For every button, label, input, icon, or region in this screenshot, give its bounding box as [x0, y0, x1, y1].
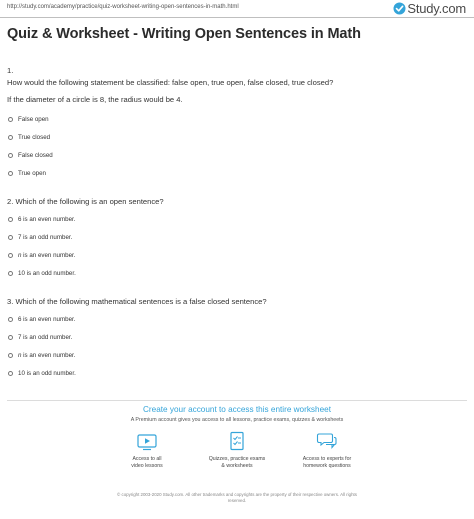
option-label: n is an even number.	[18, 351, 76, 359]
radio-button[interactable]	[8, 271, 13, 276]
header-bar	[0, 0, 474, 18]
q1-option-1[interactable]	[8, 115, 49, 123]
feature-experts	[272, 430, 382, 469]
video-lesson-icon	[136, 430, 158, 452]
q3-option-1[interactable]	[8, 315, 75, 323]
feature-text: Access to all video lessons	[131, 456, 163, 469]
option-label: 6 is an even number.	[18, 315, 76, 323]
logo-text: Study.com	[407, 0, 466, 16]
option-label: 10 is an odd number.	[18, 269, 76, 277]
q2-option-2[interactable]	[8, 233, 72, 241]
q3-option-2[interactable]	[8, 333, 72, 341]
q2-option-1[interactable]	[8, 215, 75, 223]
page-title: Quiz & Worksheet - Writing Open Sentences in Math	[7, 26, 361, 42]
q3-option-4[interactable]	[8, 369, 76, 377]
option-label: False open	[18, 115, 49, 123]
q1-option-3[interactable]	[8, 151, 53, 159]
radio-button[interactable]	[8, 235, 13, 240]
question-1-text: How would the following statement be classified: false open, true open, false closed, true closed?	[7, 78, 334, 87]
radio-button[interactable]	[8, 117, 13, 122]
question-2-text: 2. Which of the following is an open sentence?	[7, 197, 164, 206]
option-label: False closed	[18, 151, 53, 159]
feature-text: Access to experts for homework questions	[302, 456, 352, 469]
q2-option-3[interactable]	[8, 251, 75, 259]
option-label: n is an even number.	[18, 251, 76, 259]
study-logo[interactable]	[393, 1, 466, 15]
option-label: 7 is an odd number.	[18, 233, 73, 241]
page-url[interactable]: http://study.com/academy/practice/quiz-worksheet-writing-open-sentences-in-math.html	[7, 4, 239, 10]
q2-option-4[interactable]	[8, 269, 76, 277]
option-label: True closed	[18, 133, 51, 141]
question-1-statement: If the diameter of a circle is 8, the radius would be 4.	[7, 95, 183, 104]
expert-icon	[316, 430, 338, 452]
question-1-number: 1.	[7, 66, 14, 75]
option-label: 6 is an even number.	[18, 215, 76, 223]
radio-button[interactable]	[8, 317, 13, 322]
q3-option-3[interactable]	[8, 351, 75, 359]
option-label: 10 is an odd number.	[18, 369, 76, 377]
radio-button[interactable]	[8, 135, 13, 140]
study-logo-icon	[393, 2, 406, 15]
radio-button[interactable]	[8, 335, 13, 340]
radio-button[interactable]	[8, 171, 13, 176]
q1-option-4[interactable]	[8, 169, 46, 177]
copyright-footer: © copyright 2003-2020 Study.com. All other trademarks and copyrights are the property of their respective owners. All rights reserved.	[117, 492, 357, 503]
radio-button[interactable]	[8, 153, 13, 158]
radio-button[interactable]	[8, 353, 13, 358]
quiz-icon	[226, 430, 248, 452]
option-label: True open	[18, 169, 46, 177]
radio-button[interactable]	[8, 253, 13, 258]
feature-text: Quizzes, practice exams & worksheets	[208, 456, 266, 469]
promo-divider	[7, 400, 467, 401]
promo-title-link[interactable]: Create your account to access this entire worksheet	[143, 405, 331, 414]
option-label: 7 is an odd number.	[18, 333, 73, 341]
promo-subtitle: A Premium account gives you access to all lessons, practice exams, quizzes & worksheets	[130, 417, 344, 423]
q1-option-2[interactable]	[8, 133, 50, 141]
radio-button[interactable]	[8, 217, 13, 222]
question-3-text: 3. Which of the following mathematical sentences is a false closed sentence?	[7, 297, 267, 306]
radio-button[interactable]	[8, 371, 13, 376]
